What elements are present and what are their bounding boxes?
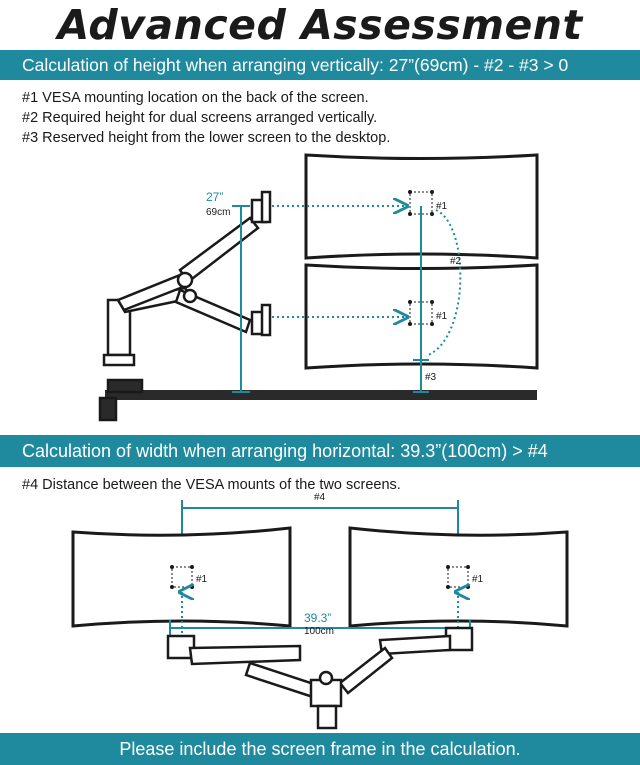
horizontal-diagram [0, 468, 640, 733]
width-label-cm: 100cm [304, 626, 335, 637]
width-label: 39.3” [304, 611, 332, 625]
height-label: 27” [206, 190, 224, 204]
page-title: Advanced Assessment [57, 1, 583, 49]
mark-3: #3 [425, 372, 437, 383]
vertical-header-text: Calculation of height when arranging vertically: 27”(69cm) - #2 - #3 > 0 [22, 55, 569, 75]
mark-2: #2 [450, 256, 462, 267]
footer-bar [0, 733, 640, 765]
footer-text: Please include the screen frame in the calculation. [119, 739, 521, 759]
mark-1-lower: #1 [436, 311, 448, 322]
mark-1-left: #1 [196, 574, 208, 585]
mark-1-right: #1 [472, 574, 484, 585]
note-1: #1 VESA mounting location on the back of the screen. [22, 90, 369, 106]
desk [105, 390, 537, 400]
monitor-arm-horizontal [168, 628, 472, 728]
monitor-arm-vertical [100, 192, 270, 420]
mark-4: #4 [314, 492, 326, 503]
note-2: #2 Required height for dual screens arranged vertically. [22, 110, 378, 126]
note-4: #4 Distance between the VESA mounts of the two screens. [22, 477, 401, 493]
note-3: #3 Reserved height from the lower screen to the desktop. [22, 130, 391, 146]
mark-1-upper: #1 [436, 201, 448, 212]
horizontal-header-bar [0, 435, 640, 467]
horizontal-header-text: Calculation of width when arranging horizontal: 39.3”(100cm) > #4 [22, 441, 548, 461]
height-label-cm: 69cm [206, 207, 231, 218]
